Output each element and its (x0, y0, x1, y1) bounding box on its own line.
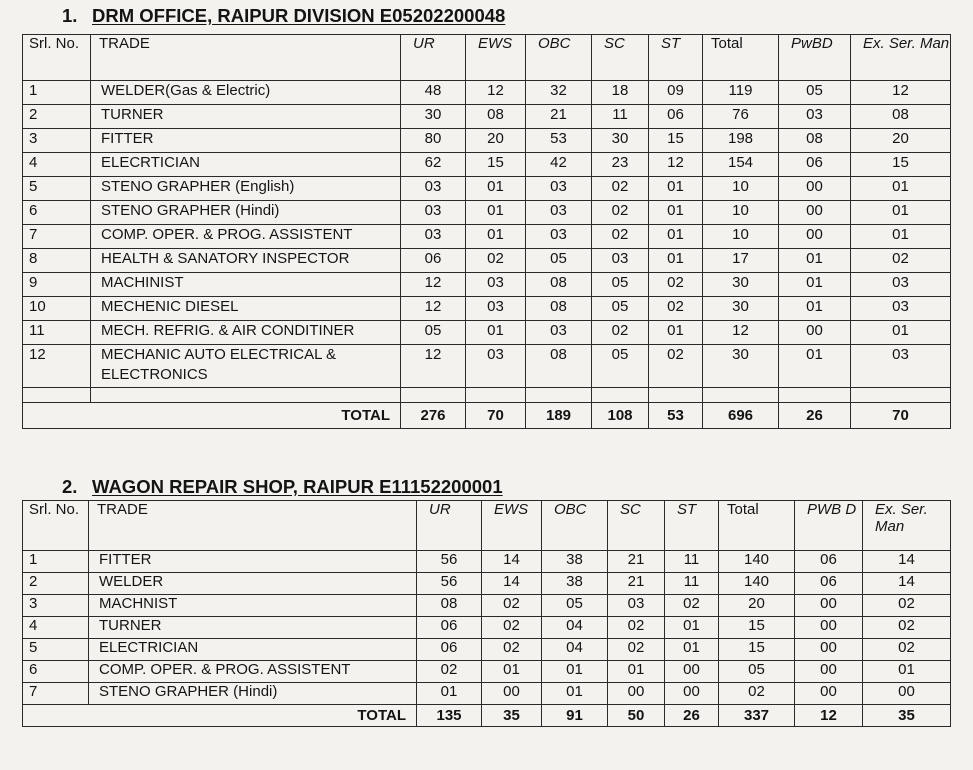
trade-name-cell: WELDER (89, 573, 417, 595)
serial-number-cell: 1 (23, 551, 89, 573)
trade-name-cell: STENO GRAPHER (English) (91, 177, 401, 201)
table-row (23, 683, 951, 705)
vacancy-count-cell: 05 (526, 249, 592, 273)
serial-number-cell: 10 (23, 297, 91, 321)
vacancy-count-cell: 01 (649, 321, 703, 345)
section-2-heading (62, 476, 503, 498)
vacancy-count-cell: 01 (779, 345, 851, 388)
serial-number-cell: 2 (23, 105, 91, 129)
col-header-pwbd: PwBD (779, 35, 851, 81)
vacancy-count-cell: 00 (608, 683, 665, 705)
vacancy-count-cell: 02 (592, 201, 649, 225)
vacancy-count-cell: 02 (482, 639, 542, 661)
vacancy-count-cell: 01 (542, 683, 608, 705)
table-header-row (23, 501, 951, 551)
vacancy-count-cell: 01 (779, 297, 851, 321)
vacancy-count-cell: 01 (466, 177, 526, 201)
vacancy-count-cell: 03 (466, 273, 526, 297)
vacancy-count-cell: 04 (542, 617, 608, 639)
vacancy-count-cell: 01 (665, 617, 719, 639)
vacancy-count-cell: 06 (795, 551, 863, 573)
vacancy-count-cell: 01 (649, 225, 703, 249)
vacancy-count-cell: 01 (851, 177, 951, 201)
serial-number-cell: 12 (23, 345, 91, 388)
vacancy-count-cell: 14 (482, 551, 542, 573)
vacancy-count-cell: 14 (482, 573, 542, 595)
vacancy-count-cell: 08 (526, 273, 592, 297)
vacancy-count-cell: 01 (466, 201, 526, 225)
vacancy-count-cell: 08 (851, 105, 951, 129)
vacancy-count-cell: 76 (703, 105, 779, 129)
total-row (23, 705, 951, 727)
trade-name-cell: FITTER (89, 551, 417, 573)
vacancy-count-cell: 21 (608, 573, 665, 595)
section-1-heading (62, 5, 505, 27)
vacancy-count-cell: 02 (665, 595, 719, 617)
vacancy-count-cell: 03 (526, 225, 592, 249)
trade-name-cell: FITTER (91, 129, 401, 153)
table-row (23, 297, 951, 321)
table-row (23, 345, 951, 388)
vacancy-count-cell: 02 (649, 345, 703, 388)
vacancy-count-cell: 10 (703, 225, 779, 249)
vacancy-count-cell: 21 (608, 551, 665, 573)
serial-number-cell: 2 (23, 573, 89, 595)
section-1-number: 1. (62, 5, 78, 26)
total-value-cell: 26 (665, 705, 719, 727)
vacancy-count-cell: 08 (466, 105, 526, 129)
vacancy-count-cell: 03 (526, 177, 592, 201)
table-row (23, 273, 951, 297)
serial-number-cell: 7 (23, 225, 91, 249)
vacancy-count-cell: 03 (851, 297, 951, 321)
vacancy-count-cell: 06 (401, 249, 466, 273)
trade-name-cell: TURNER (91, 105, 401, 129)
vacancy-count-cell: 14 (863, 573, 951, 595)
vacancy-count-cell: 03 (401, 225, 466, 249)
vacancy-count-cell: 18 (592, 81, 649, 105)
trade-name-cell: MACHNIST (89, 595, 417, 617)
vacancy-table-wagon-repair-shop (22, 500, 951, 727)
vacancy-count-cell: 06 (417, 639, 482, 661)
serial-number-cell: 3 (23, 129, 91, 153)
serial-number-cell: 9 (23, 273, 91, 297)
vacancy-count-cell: 15 (649, 129, 703, 153)
vacancy-count-cell: 02 (863, 595, 951, 617)
vacancy-count-cell: 02 (482, 617, 542, 639)
vacancy-count-cell: 01 (851, 225, 951, 249)
vacancy-count-cell: 80 (401, 129, 466, 153)
vacancy-count-cell: 08 (526, 345, 592, 388)
vacancy-count-cell: 02 (719, 683, 795, 705)
vacancy-count-cell: 05 (592, 297, 649, 321)
vacancy-count-cell: 42 (526, 153, 592, 177)
vacancy-count-cell: 05 (542, 595, 608, 617)
vacancy-count-cell: 08 (526, 297, 592, 321)
vacancy-count-cell: 15 (466, 153, 526, 177)
table-row (23, 249, 951, 273)
vacancy-count-cell: 23 (592, 153, 649, 177)
vacancy-count-cell: 00 (795, 661, 863, 683)
serial-number-cell: 4 (23, 153, 91, 177)
table-row (23, 573, 951, 595)
vacancy-count-cell: 01 (482, 661, 542, 683)
table-row (23, 81, 951, 105)
vacancy-count-cell: 12 (703, 321, 779, 345)
col-header-ur: UR (401, 35, 466, 81)
vacancy-count-cell: 02 (863, 639, 951, 661)
vacancy-count-cell: 01 (851, 321, 951, 345)
vacancy-count-cell: 140 (719, 551, 795, 573)
vacancy-count-cell: 11 (592, 105, 649, 129)
vacancy-count-cell: 06 (795, 573, 863, 595)
table-row (23, 177, 951, 201)
table-row (23, 321, 951, 345)
col-header-obc: OBC (542, 501, 608, 551)
table-header-row (23, 35, 951, 81)
trade-name-cell: ELECTRICIAN (89, 639, 417, 661)
total-value-cell: 12 (795, 705, 863, 727)
vacancy-count-cell: 30 (703, 345, 779, 388)
vacancy-count-cell: 03 (851, 273, 951, 297)
vacancy-count-cell: 140 (719, 573, 795, 595)
table-row (23, 617, 951, 639)
vacancy-count-cell: 00 (779, 321, 851, 345)
total-value-cell: 189 (526, 403, 592, 429)
vacancy-count-cell: 00 (779, 201, 851, 225)
vacancy-count-cell: 17 (703, 249, 779, 273)
col-header-pwbd: PWB D (795, 501, 863, 551)
vacancy-count-cell: 09 (649, 81, 703, 105)
vacancy-count-cell: 01 (851, 201, 951, 225)
vacancy-count-cell: 03 (526, 201, 592, 225)
table-row (23, 551, 951, 573)
col-header-ex-serviceman: Ex. Ser. Man (851, 35, 951, 81)
vacancy-count-cell: 02 (608, 639, 665, 661)
vacancy-count-cell: 14 (863, 551, 951, 573)
vacancy-count-cell: 06 (649, 105, 703, 129)
vacancy-count-cell: 02 (417, 661, 482, 683)
trade-name-cell: ELECRTICIAN (91, 153, 401, 177)
vacancy-count-cell: 02 (649, 297, 703, 321)
table-row (23, 105, 951, 129)
trade-name-cell: COMP. OPER. & PROG. ASSISTENT (91, 225, 401, 249)
serial-number-cell: 4 (23, 617, 89, 639)
trade-name-cell: WELDER(Gas & Electric) (91, 81, 401, 105)
col-header-st: ST (665, 501, 719, 551)
vacancy-count-cell: 01 (608, 661, 665, 683)
vacancy-count-cell: 03 (779, 105, 851, 129)
table-row (23, 201, 951, 225)
col-header-total: Total (719, 501, 795, 551)
vacancy-count-cell: 11 (665, 551, 719, 573)
vacancy-count-cell: 30 (401, 105, 466, 129)
vacancy-count-cell: 32 (526, 81, 592, 105)
vacancy-count-cell: 02 (592, 225, 649, 249)
col-header-sc: SC (592, 35, 649, 81)
vacancy-count-cell: 03 (608, 595, 665, 617)
col-header-ews: EWS (466, 35, 526, 81)
total-value-cell: 276 (401, 403, 466, 429)
col-header-obc: OBC (526, 35, 592, 81)
vacancy-count-cell: 01 (779, 273, 851, 297)
col-header-trade: TRADE (89, 501, 417, 551)
vacancy-count-cell: 154 (703, 153, 779, 177)
vacancy-count-cell: 05 (592, 345, 649, 388)
total-value-cell: 337 (719, 705, 795, 727)
col-header-st: ST (649, 35, 703, 81)
vacancy-count-cell: 01 (417, 683, 482, 705)
vacancy-count-cell: 15 (719, 617, 795, 639)
total-label: TOTAL (23, 403, 401, 429)
vacancy-count-cell: 62 (401, 153, 466, 177)
vacancy-count-cell: 01 (649, 201, 703, 225)
serial-number-cell: 8 (23, 249, 91, 273)
serial-number-cell: 5 (23, 177, 91, 201)
vacancy-count-cell: 03 (526, 321, 592, 345)
table-row (23, 225, 951, 249)
vacancy-count-cell: 02 (608, 617, 665, 639)
vacancy-count-cell: 02 (851, 249, 951, 273)
vacancy-count-cell: 12 (466, 81, 526, 105)
trade-name-cell: STENO GRAPHER (Hindi) (91, 201, 401, 225)
vacancy-count-cell: 12 (401, 297, 466, 321)
vacancy-count-cell: 119 (703, 81, 779, 105)
vacancy-count-cell: 00 (482, 683, 542, 705)
vacancy-count-cell: 02 (482, 595, 542, 617)
table-row (23, 153, 951, 177)
vacancy-count-cell: 12 (851, 81, 951, 105)
col-header-trade: TRADE (91, 35, 401, 81)
vacancy-count-cell: 12 (649, 153, 703, 177)
serial-number-cell: 5 (23, 639, 89, 661)
serial-number-cell: 11 (23, 321, 91, 345)
vacancy-count-cell: 05 (779, 81, 851, 105)
vacancy-count-cell: 20 (719, 595, 795, 617)
vacancy-count-cell: 05 (592, 273, 649, 297)
vacancy-count-cell: 38 (542, 551, 608, 573)
vacancy-count-cell: 12 (401, 273, 466, 297)
vacancy-count-cell: 00 (795, 639, 863, 661)
vacancy-count-cell: 01 (542, 661, 608, 683)
vacancy-count-cell: 03 (592, 249, 649, 273)
vacancy-count-cell: 38 (542, 573, 608, 595)
vacancy-count-cell: 01 (665, 639, 719, 661)
vacancy-count-cell: 03 (466, 345, 526, 388)
vacancy-count-cell: 00 (795, 683, 863, 705)
vacancy-count-cell: 00 (665, 661, 719, 683)
vacancy-count-cell: 00 (795, 595, 863, 617)
vacancy-count-cell: 01 (863, 661, 951, 683)
table-row (23, 595, 951, 617)
total-value-cell: 26 (779, 403, 851, 429)
vacancy-count-cell: 03 (401, 177, 466, 201)
col-header-ex-serviceman: Ex. Ser. Man (863, 501, 951, 551)
vacancy-count-cell: 30 (592, 129, 649, 153)
section-2-number: 2. (62, 476, 78, 497)
total-value-cell: 108 (592, 403, 649, 429)
vacancy-count-cell: 00 (795, 617, 863, 639)
section-1-title: DRM OFFICE, RAIPUR DIVISION E05202200048 (92, 5, 506, 26)
col-header-ews: EWS (482, 501, 542, 551)
vacancy-count-cell: 21 (526, 105, 592, 129)
table-row (23, 129, 951, 153)
vacancy-count-cell: 02 (649, 273, 703, 297)
vacancy-count-cell: 02 (863, 617, 951, 639)
serial-number-cell: 7 (23, 683, 89, 705)
total-value-cell: 70 (851, 403, 951, 429)
trade-name-cell: MECHANIC AUTO ELECTRICAL & ELECTRONICS (91, 345, 401, 388)
trade-name-cell: MECH. REFRIG. & AIR CONDITINER (91, 321, 401, 345)
vacancy-count-cell: 05 (719, 661, 795, 683)
col-header-srl-no: Srl. No. (23, 35, 91, 81)
vacancy-count-cell: 48 (401, 81, 466, 105)
col-header-total: Total (703, 35, 779, 81)
vacancy-count-cell: 10 (703, 177, 779, 201)
total-value-cell: 53 (649, 403, 703, 429)
vacancy-count-cell: 56 (417, 573, 482, 595)
vacancy-count-cell: 198 (703, 129, 779, 153)
vacancy-count-cell: 02 (466, 249, 526, 273)
table-row (23, 639, 951, 661)
vacancy-count-cell: 02 (592, 321, 649, 345)
vacancy-count-cell: 03 (851, 345, 951, 388)
vacancy-count-cell: 10 (703, 201, 779, 225)
vacancy-count-cell: 01 (649, 249, 703, 273)
vacancy-count-cell: 12 (401, 345, 466, 388)
vacancy-count-cell: 20 (851, 129, 951, 153)
vacancy-count-cell: 20 (466, 129, 526, 153)
vacancy-count-cell: 15 (719, 639, 795, 661)
vacancy-count-cell: 01 (466, 321, 526, 345)
serial-number-cell: 6 (23, 201, 91, 225)
vacancy-count-cell: 00 (863, 683, 951, 705)
total-value-cell: 91 (542, 705, 608, 727)
vacancy-count-cell: 03 (401, 201, 466, 225)
table-row (23, 661, 951, 683)
vacancy-count-cell: 30 (703, 273, 779, 297)
trade-name-cell: MACHINIST (91, 273, 401, 297)
vacancy-count-cell: 00 (665, 683, 719, 705)
total-value-cell: 696 (703, 403, 779, 429)
vacancy-count-cell: 06 (417, 617, 482, 639)
total-label: TOTAL (23, 705, 417, 727)
vacancy-count-cell: 05 (401, 321, 466, 345)
col-header-sc: SC (608, 501, 665, 551)
serial-number-cell: 1 (23, 81, 91, 105)
vacancy-count-cell: 01 (649, 177, 703, 201)
vacancy-count-cell: 00 (779, 177, 851, 201)
total-value-cell: 35 (863, 705, 951, 727)
vacancy-count-cell: 03 (466, 297, 526, 321)
serial-number-cell: 6 (23, 661, 89, 683)
vacancy-count-cell: 08 (417, 595, 482, 617)
trade-name-cell: MECHENIC DIESEL (91, 297, 401, 321)
spacer-row (23, 388, 951, 403)
vacancy-count-cell: 02 (592, 177, 649, 201)
total-value-cell: 50 (608, 705, 665, 727)
trade-name-cell: HEALTH & SANATORY INSPECTOR (91, 249, 401, 273)
vacancy-count-cell: 01 (779, 249, 851, 273)
trade-name-cell: COMP. OPER. & PROG. ASSISTENT (89, 661, 417, 683)
vacancy-count-cell: 56 (417, 551, 482, 573)
col-header-srl-no: Srl. No. (23, 501, 89, 551)
vacancy-count-cell: 30 (703, 297, 779, 321)
serial-number-cell: 3 (23, 595, 89, 617)
vacancy-count-cell: 11 (665, 573, 719, 595)
vacancy-count-cell: 15 (851, 153, 951, 177)
total-value-cell: 135 (417, 705, 482, 727)
vacancy-table-drm-office (22, 34, 951, 429)
section-2-title: WAGON REPAIR SHOP, RAIPUR E11152200001 (92, 476, 503, 497)
trade-name-cell: STENO GRAPHER (Hindi) (89, 683, 417, 705)
col-header-ur: UR (417, 501, 482, 551)
vacancy-count-cell: 01 (466, 225, 526, 249)
vacancy-count-cell: 06 (779, 153, 851, 177)
total-value-cell: 35 (482, 705, 542, 727)
vacancy-count-cell: 53 (526, 129, 592, 153)
vacancy-count-cell: 08 (779, 129, 851, 153)
total-value-cell: 70 (466, 403, 526, 429)
total-row (23, 403, 951, 429)
vacancy-count-cell: 00 (779, 225, 851, 249)
vacancy-count-cell: 04 (542, 639, 608, 661)
trade-name-cell: TURNER (89, 617, 417, 639)
